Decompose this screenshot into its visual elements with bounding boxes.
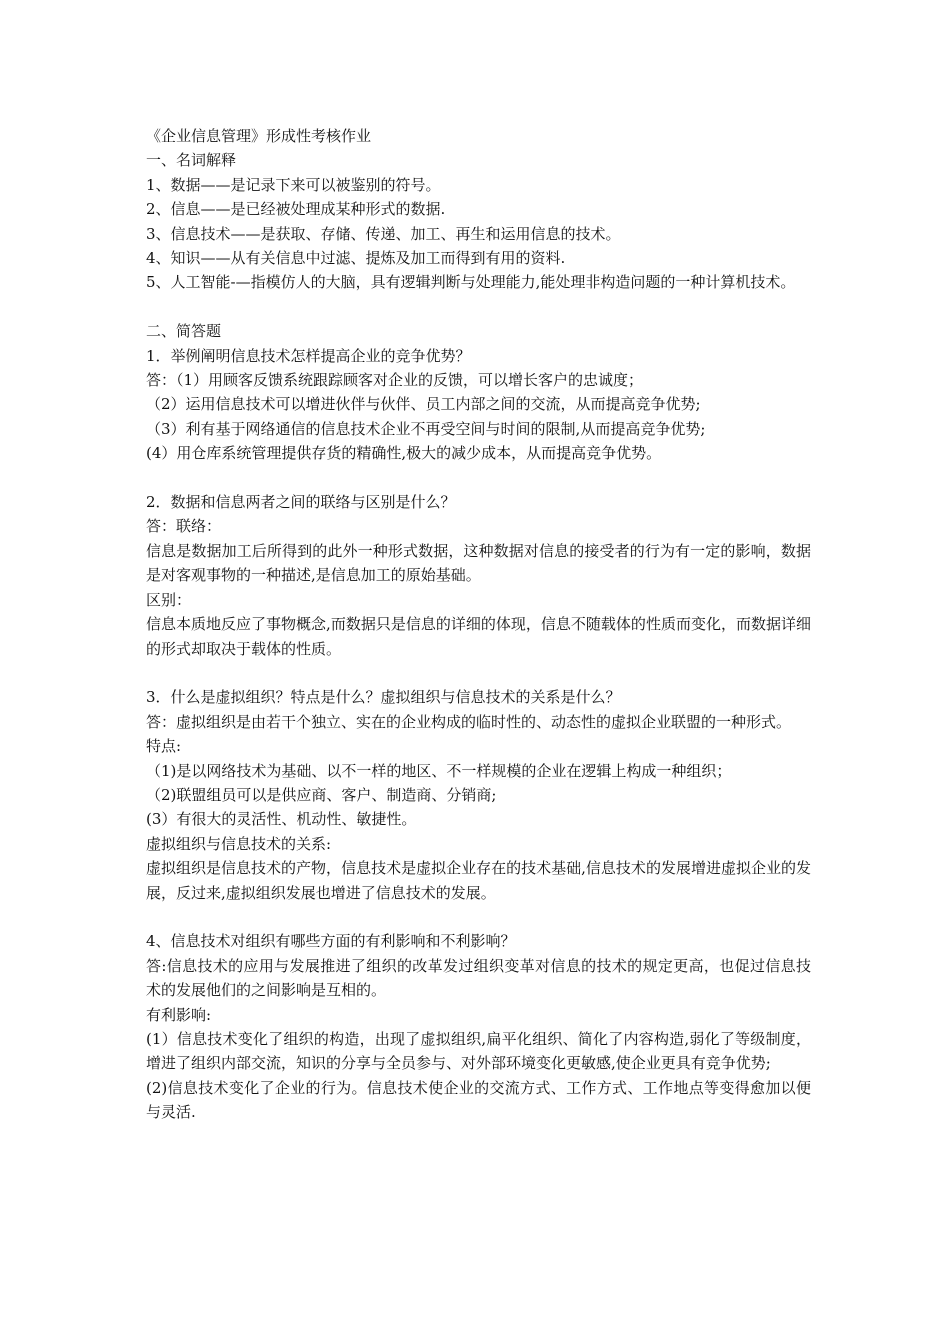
document-title: 《企业信息管理》形成性考核作业 (146, 127, 372, 145)
question-4: 4、信息技术对组织有哪些方面的有利影响和不利影响？ (146, 932, 516, 951)
answer-paragraph: (1）信息技术变化了组织的构造，出现了虚拟组织,扁平化组织、简化了内容构造,弱化了等级制度，增进了组织内部交流，知识的分享与全员参与、对外部环境变化更敏感,使企业更具有竞争优势; (146, 1029, 811, 1073)
spacer (146, 466, 811, 490)
term-item: 2、信息——是已经被处理成某种形式的数据. (146, 200, 446, 219)
answer-paragraph: (2)信息技术变化了企业的行为。信息技术使企业的交流方式、工作方式、工作地点等变得愈加以便与灵活. (146, 1078, 811, 1122)
answer-line: （1)是以网络技术为基础、以不一样的地区、不一样规模的企业在逻辑上构成一种组织； (146, 761, 732, 780)
question-2: 2．数据和信息两者之间的联络与区别是什么？ (146, 493, 456, 512)
answer-line: (4）用仓库系统管理提供存货的精确性,极大的减少成本，从而提高竞争优势。 (146, 444, 662, 463)
term-item: 3、信息技术——是获取、存储、传递、加工、再生和运用信息的技术。 (146, 224, 621, 243)
spacer (146, 295, 811, 319)
answer-label: 答：联络： (146, 517, 222, 536)
document-page (146, 124, 811, 1125)
answer-line: (3）有很大的灵活性、机动性、敏捷性。 (146, 810, 417, 829)
question-3: 3．什么是虚拟组织？特点是什么？虚拟组织与信息技术的关系是什么？ (146, 688, 621, 707)
answer-label: 有利影响: (146, 1005, 212, 1024)
answer-label: 特点: (146, 737, 182, 756)
term-item: 5、人工智能-—指模仿人的大脑，具有逻辑判断与处理能力,能处理非构造问题的一种计算机技术。 (146, 273, 796, 292)
answer-label: 虚拟组织与信息技术的关系: (146, 834, 332, 853)
answer-paragraph: 答：虚拟组织是由若干个独立、实在的企业构成的临时性的、动态性的虚拟企业联盟的一种形式。 (146, 712, 792, 731)
section-heading-terms: 一、名词解释 (146, 151, 237, 170)
answer-line: （2)联盟组员可以是供应商、客户、制造商、分销商; (146, 785, 497, 804)
term-item: 1、数据——是记录下来可以被鉴别的符号。 (146, 175, 441, 194)
spacer (146, 905, 811, 929)
spacer (146, 661, 811, 685)
answer-label: 区别： (146, 590, 192, 609)
question-1: 1．举例阐明信息技术怎样提高企业的竞争优势？ (146, 346, 471, 365)
answer-paragraph: 虚拟组织是信息技术的产物，信息技术是虚拟企业存在的技术基础,信息技术的发展增进虚拟企业的发展，反过来,虚拟组织发展也增进了信息技术的发展。 (146, 859, 811, 902)
answer-line: 答：（1）用顾客反馈系统跟踪顾客对企业的反馈，可以增长客户的忠诚度； (146, 371, 644, 390)
answer-line: （3）利有基于网络通信的信息技术企业不再受空间与时间的限制,从而提高竞争优势; (146, 419, 706, 438)
answer-line: （2）运用信息技术可以增进伙伴与伙伴、员工内部之间的交流，从而提高竞争优势; (146, 395, 701, 414)
term-item: 4、知识——从有关信息中过滤、提炼及加工而得到有用的资料. (146, 249, 566, 268)
section-heading-questions: 二、简答题 (146, 322, 222, 341)
answer-paragraph: 信息本质地反应了事物概念,而数据只是信息的详细的体现，信息不随载体的性质而变化，而数据详细的形式却取决于载体的性质。 (146, 615, 811, 658)
answer-paragraph: 答:信息技术的应用与发展推进了组织的改革发过组织变革对信息的技术的规定更高，也促过信息技术的发展他们的之间影响是互相的。 (146, 956, 811, 1000)
answer-paragraph: 信息是数据加工后所得到的此外一种形式数据，这种数据对信息的接受者的行为有一定的影响，数据是对客观事物的一种描述,是信息加工的原始基础。 (146, 541, 811, 585)
